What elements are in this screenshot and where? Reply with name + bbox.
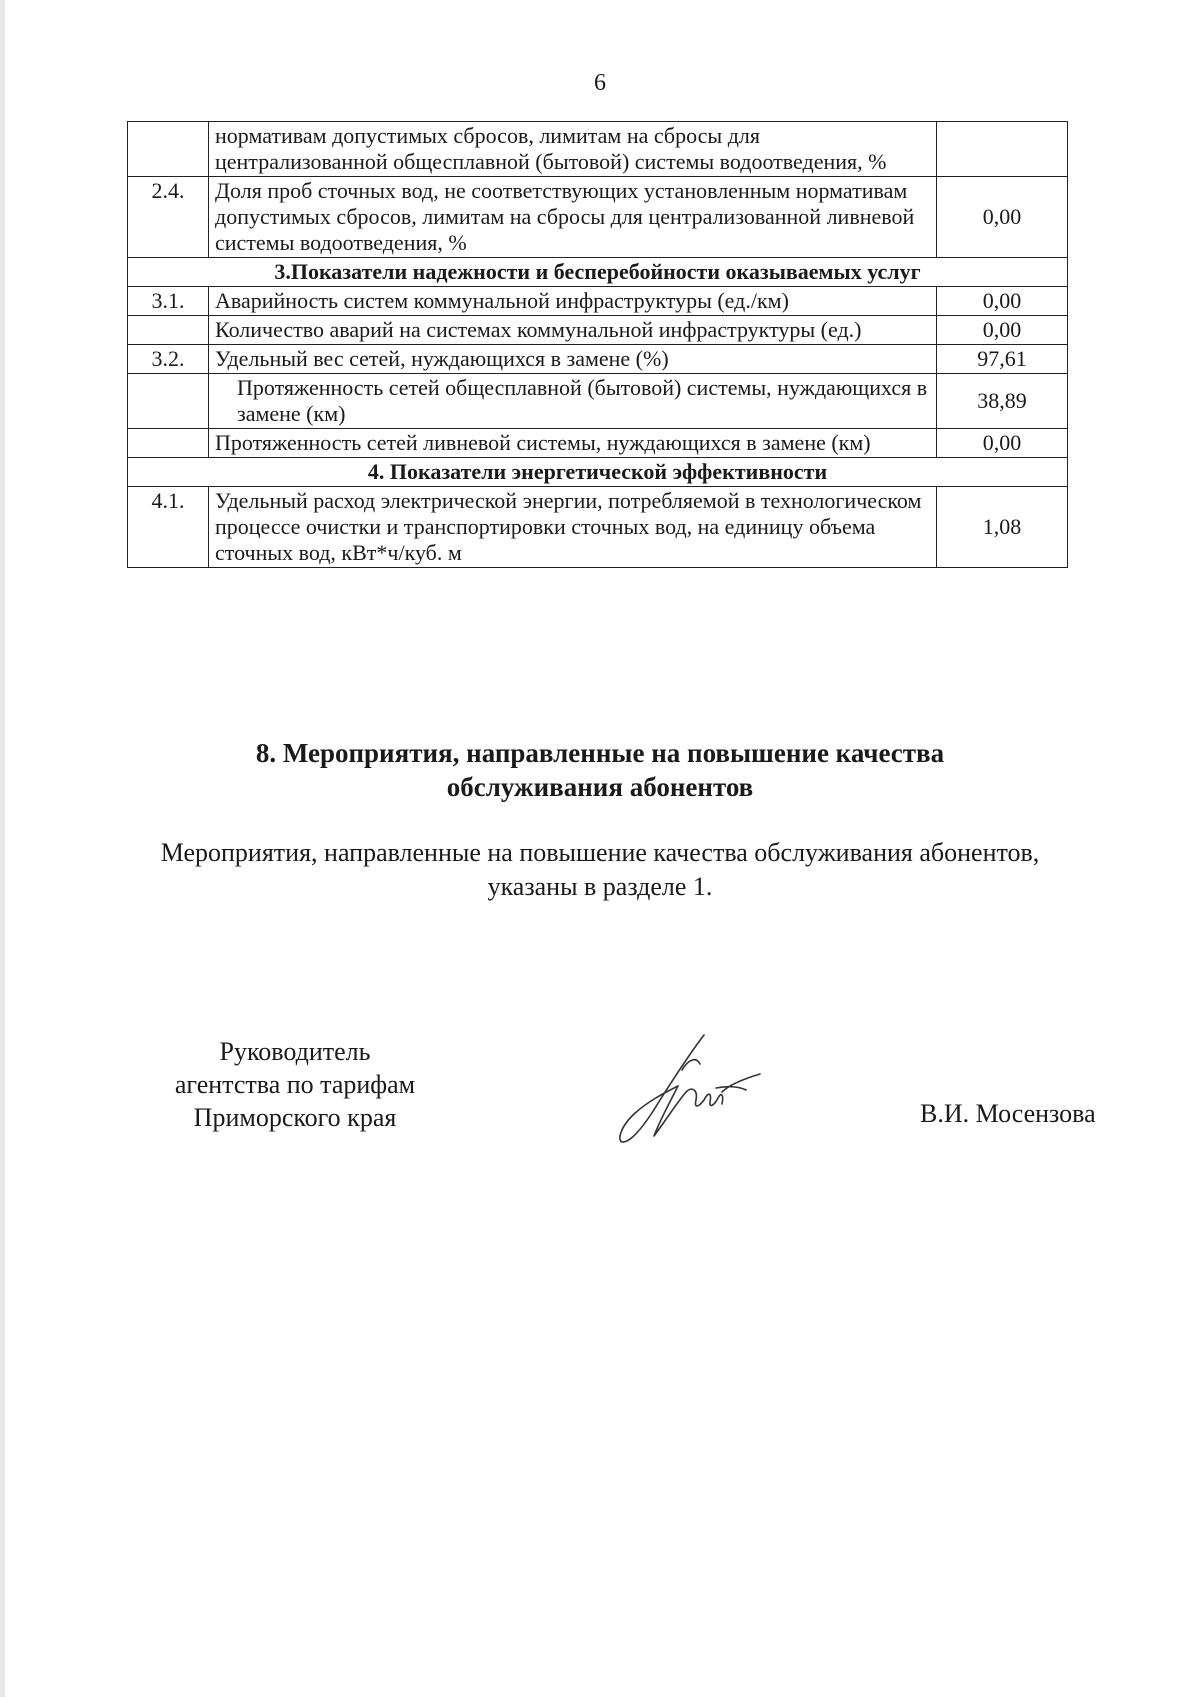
row-number <box>128 429 209 458</box>
row-value: 97,61 <box>937 345 1068 374</box>
row-number: 3.1. <box>128 287 209 316</box>
section-8-text <box>100 836 1100 904</box>
section-heading: 3.Показатели надежности и бесперебойности оказываемых услуг <box>128 258 1068 287</box>
row-value: 1,08 <box>937 487 1068 568</box>
row-number <box>128 374 209 429</box>
table-row <box>128 429 1068 458</box>
signer-role <box>130 1035 460 1134</box>
signer-role-line: агентства по тарифам <box>174 1070 416 1099</box>
table-row <box>128 316 1068 345</box>
row-value: 0,00 <box>937 429 1068 458</box>
handwritten-signature <box>612 1030 767 1148</box>
row-value: 0,00 <box>937 316 1068 345</box>
section-8-title-line: обслуживания абонентов <box>446 772 754 802</box>
row-value: 0,00 <box>937 287 1068 316</box>
table-row <box>128 487 1068 568</box>
section-row <box>128 258 1068 287</box>
table-row <box>128 177 1068 258</box>
section-8-text-line: указаны в разделе 1. <box>487 872 713 901</box>
row-description: Протяженность сетей ливневой системы, нуждающихся в замене (км) <box>209 429 937 458</box>
row-description: Удельный вес сетей, нуждающихся в замене (%) <box>209 345 937 374</box>
row-description: Доля проб сточных вод, не соответствующих установленным нормативам допустимых сбросов, лимитам на сбросы для централизованной ливневой системы водоотведения, % <box>209 177 937 258</box>
table-row <box>128 122 1068 177</box>
section-row <box>128 458 1068 487</box>
page-number: 6 <box>594 70 606 96</box>
row-number: 3.2. <box>128 345 209 374</box>
signer-name: В.И. Мосензова <box>920 1099 1096 1128</box>
row-description: Протяженность сетей общесплавной (бытовой) системы, нуждающихся в замене (км) <box>209 374 937 429</box>
table-row <box>128 374 1068 429</box>
signer-role-line: Руководитель <box>219 1037 371 1066</box>
row-value <box>937 122 1068 177</box>
row-number: 2.4. <box>128 177 209 258</box>
row-description: Аварийность систем коммунальной инфраструктуры (ед./км) <box>209 287 937 316</box>
row-number: 4.1. <box>128 487 209 568</box>
signer-role-line: Приморского края <box>193 1103 397 1132</box>
row-description: нормативам допустимых сбросов, лимитам на сбросы для централизованной общесплавной (бытовой) системы водоотведения, % <box>209 122 937 177</box>
table-row <box>128 345 1068 374</box>
row-description: Удельный расход электрической энергии, потребляемой в технологическом процессе очистки и транспортировки сточных вод, на единицу объема сточных вод, кВт*ч/куб. м <box>209 487 937 568</box>
scan-edge <box>0 0 5 1697</box>
indicators-table <box>127 121 1068 568</box>
section-8-title <box>0 736 1200 804</box>
row-number <box>128 122 209 177</box>
row-value: 0,00 <box>937 177 1068 258</box>
section-8-text-line: Мероприятия, направленные на повышение качества обслуживания абонентов, <box>160 838 1040 867</box>
section-8-title-line: 8. Мероприятия, направленные на повышение качества <box>255 738 945 768</box>
row-value: 38,89 <box>937 374 1068 429</box>
row-number <box>128 316 209 345</box>
row-description: Количество аварий на системах коммунальной инфраструктуры (ед.) <box>209 316 937 345</box>
section-heading: 4. Показатели энергетической эффективности <box>128 458 1068 487</box>
table-row <box>128 287 1068 316</box>
